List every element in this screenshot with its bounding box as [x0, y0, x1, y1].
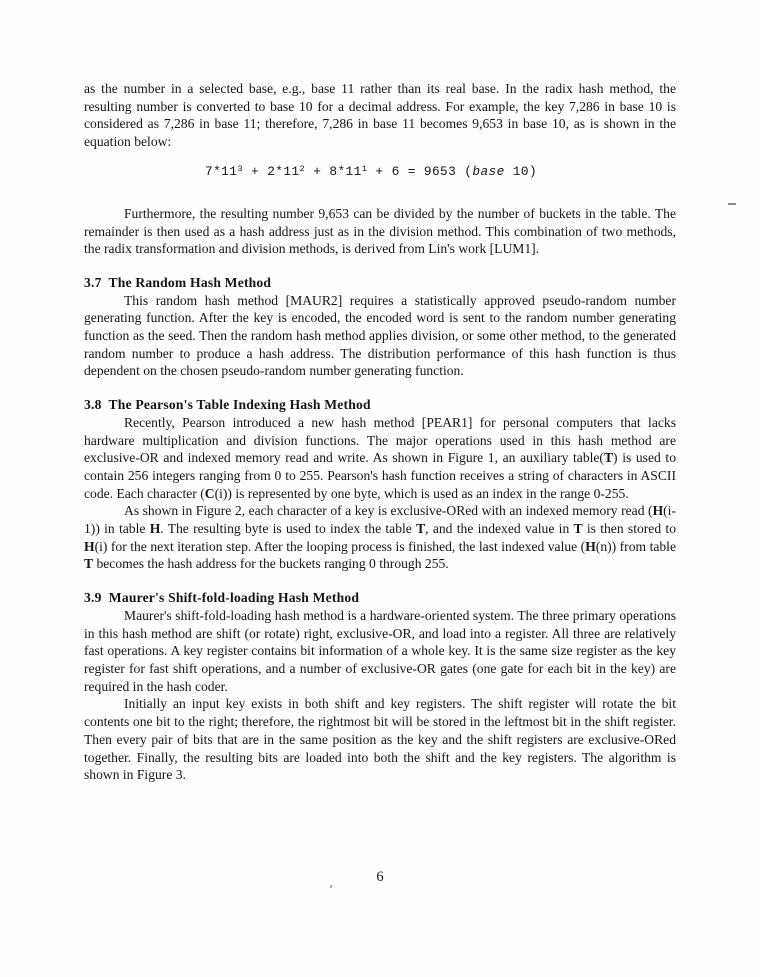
text-segment: This random hash method [MAUR2] requires a statistically approved pseudo-random number generating function. After the key is encoded, the encoded word is sent to the random number generating function as the seed. Then the random hash method applies division, or some other method, to the generated random number to produce a hash address. The distribution performance of this hash function is thus dependent on the chosen pseudo-random number generating function.: [84, 292, 676, 379]
text-segment: 2: [299, 163, 306, 174]
paragraph: [84, 607, 676, 696]
paragraph: [84, 695, 676, 784]
text-segment: base: [472, 163, 505, 179]
text-segment: + 6 = 9653 (: [367, 163, 473, 179]
text-segment: + 2*11: [242, 163, 300, 179]
text-segment: (i-1)) in table: [84, 503, 676, 537]
text-segment: 10): [504, 163, 538, 179]
text-segment: 1: [361, 163, 368, 174]
text-segment: (i) for the next iteration step. After the looping process is finished, the last indexed value (: [94, 538, 586, 554]
text-segment: becomes the hash address for the buckets ranging 0 through 255.: [93, 556, 449, 572]
text-segment: Maurer's shift-fold-loading hash method is a hardware-oriented system. The three primary operations in this hash method are shift (or rotate) right, exclusive-OR, and load into a register. All three are relatively fast operations. A key register contains bit information of a whole key. It is the same size register as the key register for fast shift operations, and a number of exclusive-OR gates (one gate for each bit in the key) are required in the hash coder.: [84, 607, 676, 694]
text-segment: H: [585, 538, 596, 554]
paragraph: [84, 414, 676, 503]
text-segment: , and the indexed value in: [425, 521, 574, 537]
text-segment: + 8*11: [305, 163, 362, 179]
text-segment: 3.9 Maurer's Shift-fold-loading Hash Method: [84, 590, 360, 606]
paragraph: [84, 502, 676, 573]
text-segment: 7*11: [205, 163, 238, 179]
paragraph: [84, 80, 676, 151]
text-segment: T: [416, 521, 426, 537]
scan-artifact-dash: [728, 203, 736, 205]
section-heading: [84, 274, 676, 292]
equation-line: [205, 163, 676, 182]
scan-artifact-dot: [330, 885, 332, 888]
text-segment: Recently, Pearson introduced a new hash method [PEAR1] for personal computers that lacks hardware multiplication and division functions. The major operations used in this hash method are exclusive-OR and indexed memory read and write. As shown in Figure 1, an auxiliary table(: [84, 414, 676, 466]
text-segment: ) is used to contain 256 integers ranging from 0 to 255. Pearson's hash function receives a string of characters in ASCII code. Each character (: [84, 450, 676, 501]
text-segment: (i)) is represented by one byte, which is used as an index in the range 0-255.: [214, 485, 629, 501]
paragraph: [84, 292, 676, 381]
text-segment: 3.8 The Pearson's Table Indexing Hash Method: [84, 397, 371, 413]
section-heading: [84, 396, 676, 414]
text-segment: H: [149, 521, 161, 537]
text-segment: H: [84, 538, 95, 554]
text-segment: Furthermore, the resulting number 9,653 can be divided by the number of buckets in the table. The remainder is then used as a hash address just as in the division method. This combination of two methods, the radix transformation and division methods, is derived from Lin's work [LUM1].: [84, 205, 676, 257]
page-number: 6: [376, 869, 384, 885]
text-segment: As shown in Figure 2, each character of a key is exclusive-ORed with an indexed memory read (: [124, 503, 653, 519]
text-segment: is then stored to: [582, 521, 676, 537]
text-segment: C: [204, 485, 215, 501]
text-segment: 3.7 The Random Hash Method: [84, 274, 272, 290]
text-segment: as the number in a selected base, e.g., base 11 rather than its real base. In the radix hash method, the resulting number is converted to base 10 for a decimal address. For example, the key 7,286 in base 10 is considered as 7,286 in base 11; therefore, 7,286 in base 11 becomes 9,653 in base 10, as is shown in the equation below:: [84, 81, 676, 150]
paragraph: [84, 205, 676, 258]
text-segment: T: [84, 556, 94, 572]
section-heading: [84, 589, 676, 607]
text-segment: . The resulting byte is used to index the table: [160, 521, 417, 537]
document-body: [84, 80, 676, 784]
text-segment: 3: [237, 163, 243, 174]
text-segment: (n)) from table: [595, 538, 676, 554]
text-segment: T: [603, 450, 614, 466]
text-segment: T: [573, 521, 583, 537]
text-segment: H: [652, 503, 664, 519]
text-segment: Initially an input key exists in both shift and key registers. The shift register will rotate the bit contents one bit to the right; therefore, the rightmost bit will be stored in the leftmost bit in the shift register. Then every pair of bits that are in the same position as the key and the shift registers are exclusive-ORed together. Finally, the resulting bits are loaded into both the shift and the key registers. The algorithm is shown in Figure 3.: [84, 696, 676, 783]
